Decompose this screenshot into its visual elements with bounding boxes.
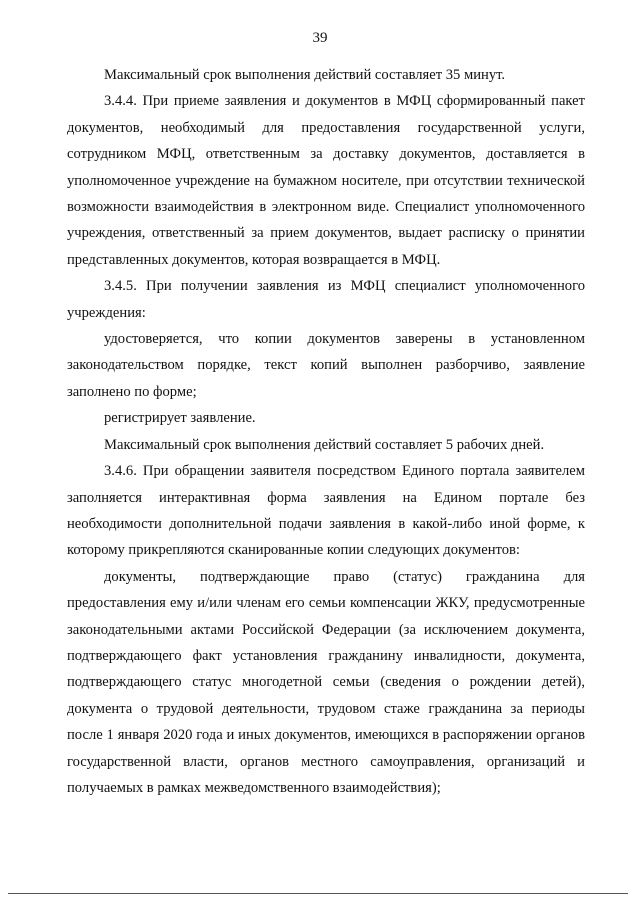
paragraph-3-4-6: 3.4.6. При обращении заявителя посредством Единого портала заявителем заполняется интерактивная форма заявления на Едином портале без необходимости дополнительной подачи заявления в какой-либо иной форме, к которому прикрепляются сканированные копии следующих документов:: [67, 463, 585, 559]
paragraph-documents-list: документы, подтверждающие право (статус) гражданина для предоставления ему и/или членам его семьи компенсации ЖКУ, предусмотренные законодательными актами Российской Федерации (за исключением документа, подтверждающего факт установления гражданину инвалидности, документа, подтверждающего статус многодетной семьи (сведения о рождении детей), документа о трудовой деятельности, трудовом стаже гражданина за периоды после 1 января 2020 года и иных документов, имеющихся в распоряжении органов государственной власти, органов местного самоуправления, организаций и получаемых в рамках межведомственного взаимодействия);: [67, 568, 585, 796]
paragraph-max-time-35-min: Максимальный срок выполнения действий составляет 35 минут.: [104, 67, 506, 83]
paragraph-3-4-4: 3.4.4. При приеме заявления и документов в МФЦ сформированный пакет документов, необходимый для предоставления государственной услуги, сотрудником МФЦ, ответственным за доставку документов, доставляется в уполномоченное учреждение на бумажном носителе, при отсутствии технической возможности взаимодействия в электронном виде. Специалист уполномоченного учреждения, ответственный за прием документов, выдает расписку о принятии представленных документов, которая возвращается в МФЦ.: [67, 93, 585, 268]
paragraph-registers-application: регистрирует заявление.: [104, 410, 256, 427]
bottom-divider: [8, 893, 628, 894]
document-body: [67, 62, 585, 801]
page-number: 39: [312, 30, 328, 46]
paragraph-certifies-copies: удостоверяется, что копии документов заверены в установленном законодательством порядке, текст копий выполнен разборчиво, заявление заполнено по форме;: [67, 331, 585, 400]
paragraph-3-4-5: 3.4.5. При получении заявления из МФЦ специалист уполномоченного учреждения:: [67, 278, 585, 321]
paragraph-max-time-5-days: Максимальный срок выполнения действий составляет 5 рабочих дней.: [104, 436, 545, 453]
